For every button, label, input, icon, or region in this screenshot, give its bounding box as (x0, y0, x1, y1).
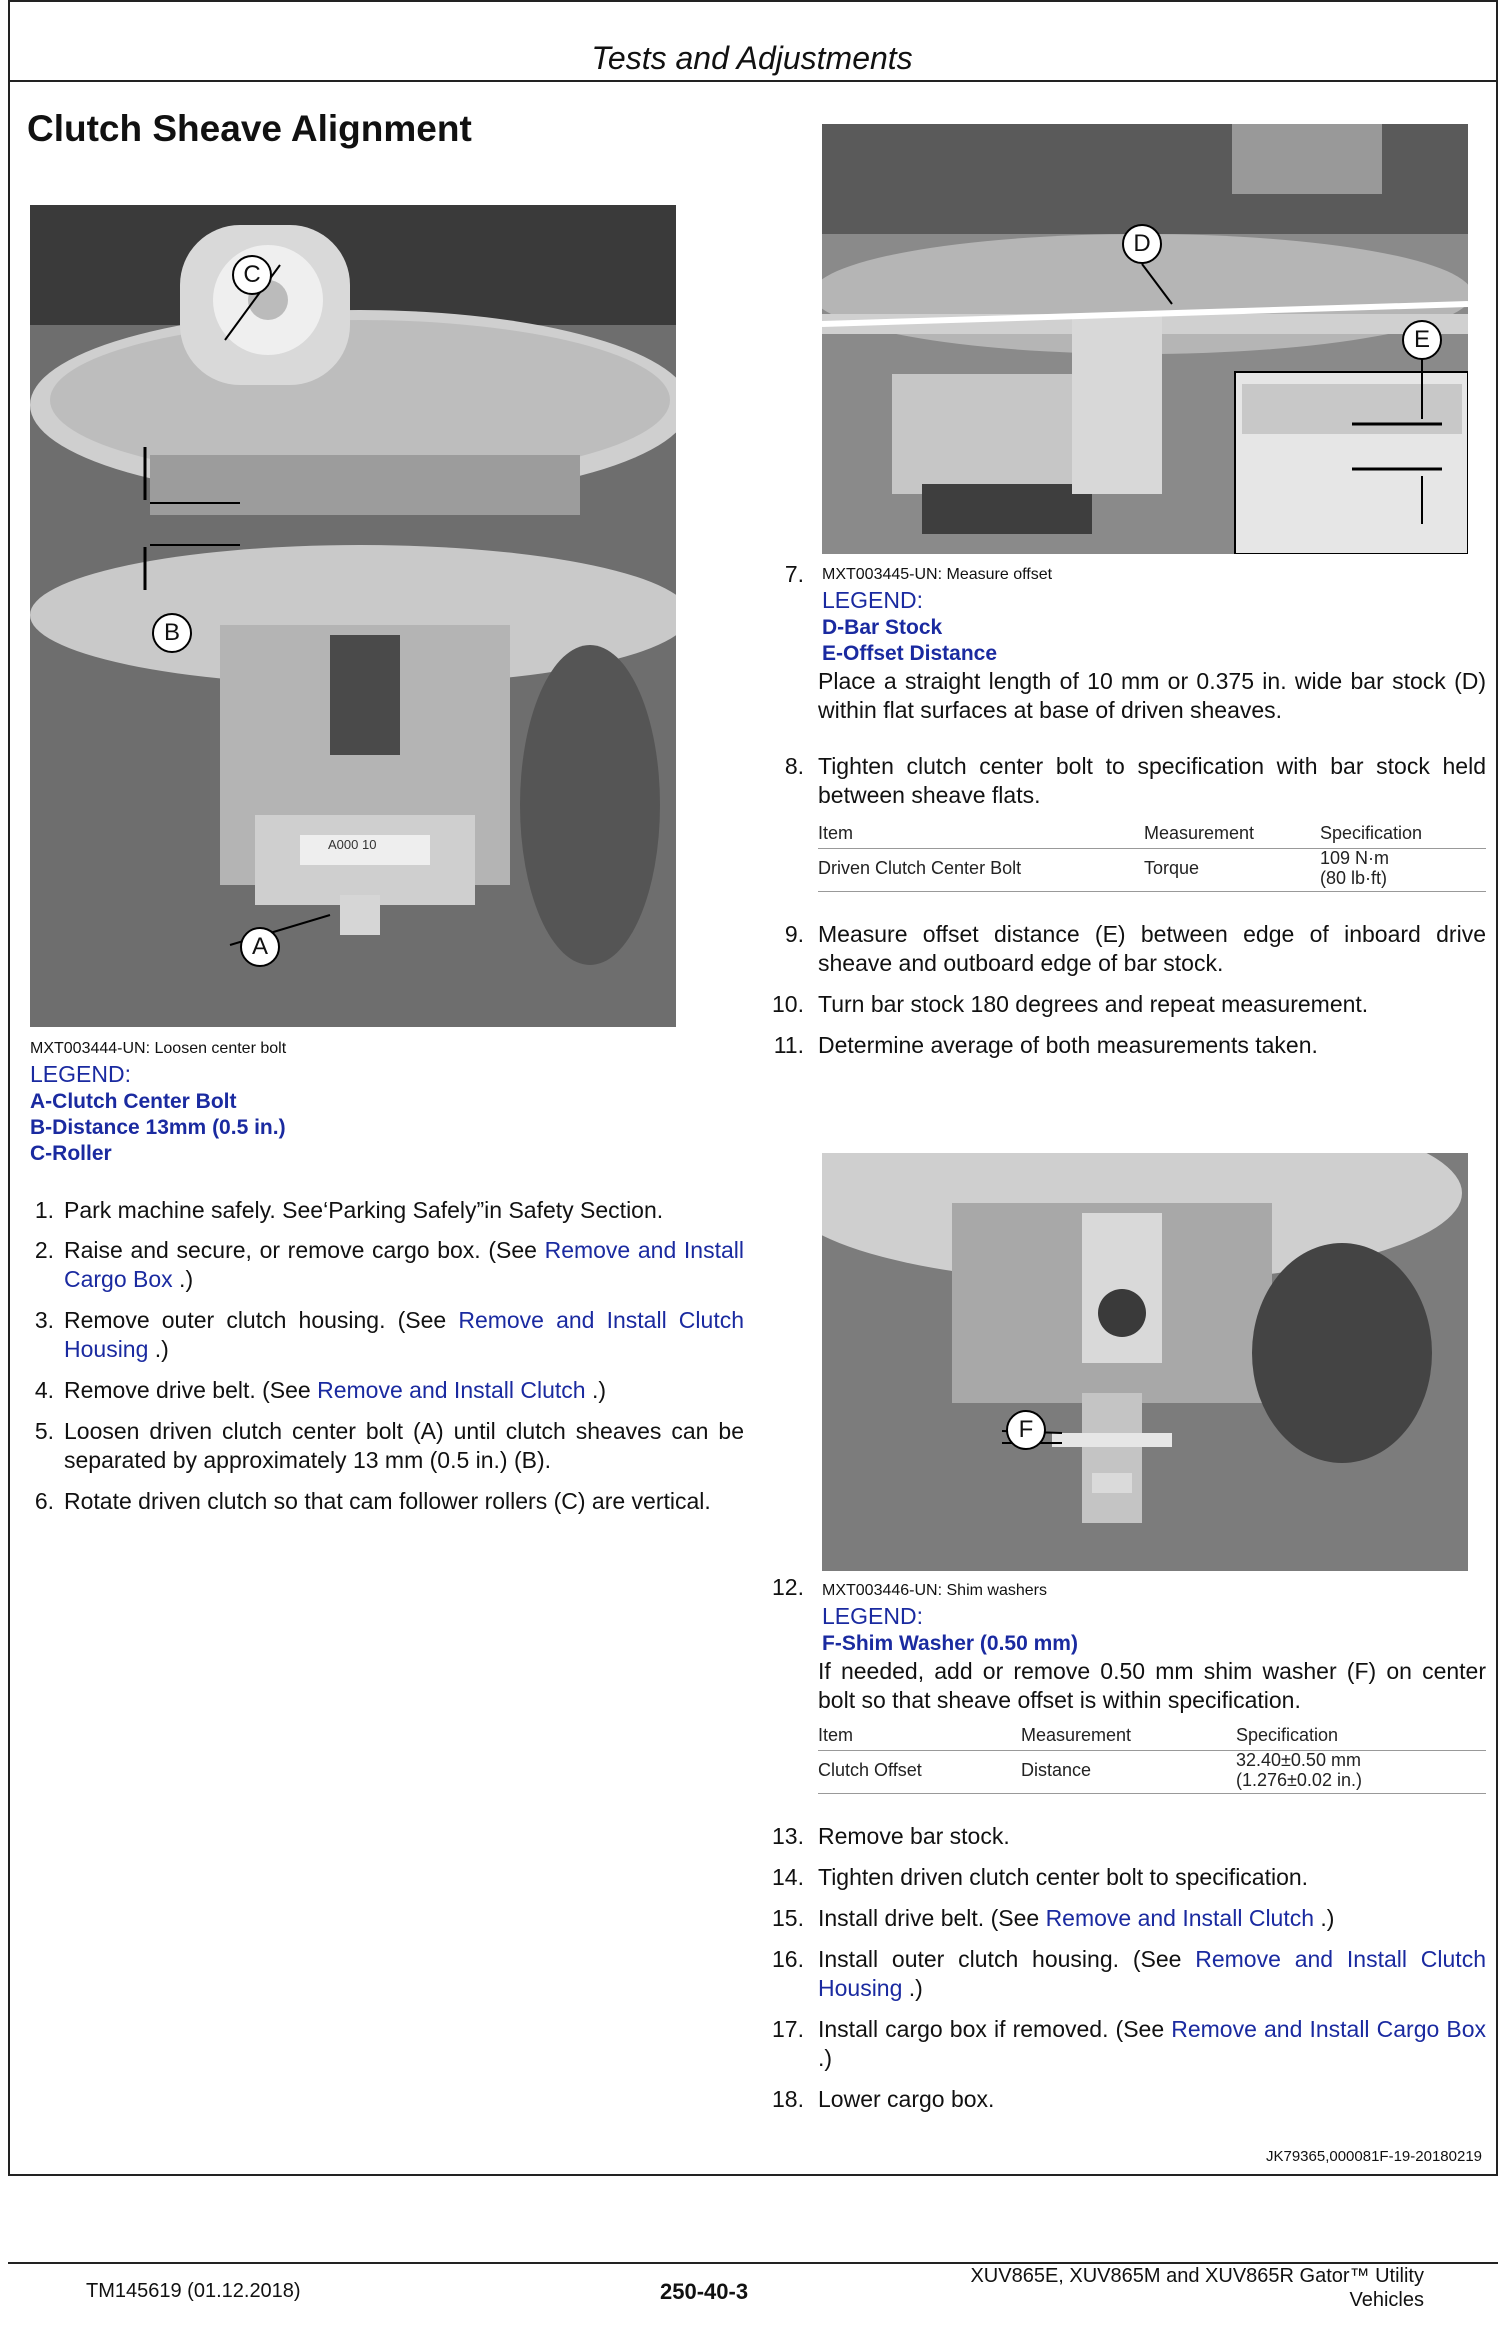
document-reference: JK79365,000081F-19-20180219 (1265, 2148, 1482, 2165)
section-title: Tests and Adjustments (591, 40, 913, 76)
legend-item-a: A-Clutch Center Bolt (30, 1090, 237, 1113)
table-header-measurement: Measurement (1021, 1725, 1132, 1745)
legend-item-d: D-Bar Stock (822, 616, 943, 639)
spec-table-offset (818, 1720, 1486, 1794)
step-10: 10. Turn bar stock 180 degrees and repeat measurement. (772, 991, 1369, 1017)
step-17: 17. Install cargo box if removed. (See Remove and Install Cargo Box .) (772, 2016, 1487, 2071)
step-4: 4. Remove drive belt. (See Remove and Install Clutch .) (34, 1377, 607, 1403)
link-remove-install-clutch-housing[interactable]: Remove and Install Clutch Housing (64, 1307, 744, 1362)
table-header-item: Item (818, 823, 854, 843)
figure-3-legend-label: LEGEND: (822, 1603, 923, 1629)
link-remove-install-clutch[interactable]: Remove and Install Clutch (317, 1377, 586, 1403)
table-cell-spec-imperial: (80 lb·ft) (1320, 868, 1388, 888)
table-header-specification: Specification (1236, 1725, 1339, 1745)
footer-manual-id: TM145619 (01.12.2018) (86, 2280, 301, 2302)
table-cell-item: Driven Clutch Center Bolt (818, 858, 1022, 878)
table-cell-spec-metric: 109 N·m (1320, 848, 1390, 868)
figure-2-caption: MXT003445-UN: Measure offset (822, 566, 1053, 583)
page-title: Clutch Sheave Alignment (27, 108, 472, 149)
step-5: 5. Loosen driven clutch center bolt (A) until clutch sheaves can be separated by approximately 13 mm (0.5 in.) (B). (34, 1418, 744, 1473)
step-2: 2. Raise and secure, or remove cargo box. (See Remove and Install Cargo Box .) (34, 1237, 744, 1292)
step-11: 11. Determine average of both measurements taken. (773, 1032, 1318, 1058)
step-16: 16. Install outer clutch housing. (See Remove and Install Clutch Housing .) (772, 1946, 1486, 2001)
link-remove-install-clutch[interactable]: Remove and Install Clutch (1045, 1905, 1315, 1931)
link-remove-install-cargo-box[interactable]: Remove and Install Cargo Box (1171, 2016, 1487, 2042)
footer-product-line-2: Vehicles (1349, 2289, 1424, 2311)
legend-item-e: E-Offset Distance (822, 642, 998, 665)
footer-product (970, 2264, 1424, 2312)
footer-product-line-1: XUV865E, XUV865M and XUV865R Gator™ Utility (970, 2265, 1424, 2287)
table-header-item: Item (818, 1725, 854, 1745)
callout-d: D (1122, 224, 1162, 264)
step-7-number: 7. (784, 561, 804, 587)
footer-page-number: 250-40-3 (660, 2279, 749, 2304)
table-cell-spec-imperial: (1.276±0.02 in.) (1236, 1770, 1362, 1790)
step-13: 13. Remove bar stock. (772, 1823, 1010, 1849)
callout-c: C (232, 255, 272, 295)
table-cell-measurement: Distance (1021, 1760, 1092, 1780)
step-15: 15. Install drive belt. (See Remove and Install Clutch .) (772, 1905, 1335, 1931)
figure-2-legend-label: LEGEND: (822, 587, 923, 613)
table-header-measurement: Measurement (1144, 823, 1255, 843)
step-8: 8. Tighten clutch center bolt to specification with bar stock held between sheave flats. (784, 753, 1486, 808)
link-remove-install-cargo-box[interactable]: Remove and Install Cargo Box (64, 1237, 744, 1292)
callout-b: B (152, 613, 192, 653)
step-18: 18. Lower cargo box. (772, 2086, 995, 2112)
figure-3-caption: MXT003446-UN: Shim washers (822, 1582, 1047, 1599)
table-header-specification: Specification (1320, 823, 1423, 843)
step-12-text: If needed, add or remove 0.50 mm shim washer (F) on center bolt so that sheave offset is within specification. (818, 1658, 1486, 1713)
part-label: A000 10 (328, 837, 377, 852)
table-cell-item: Clutch Offset (818, 1760, 922, 1780)
figure-1-caption: MXT003444-UN: Loosen center bolt (30, 1040, 287, 1057)
link-remove-install-clutch-housing[interactable]: Remove and Install Clutch Housing (818, 1946, 1486, 2001)
step-14: 14. Tighten driven clutch center bolt to specification. (772, 1864, 1309, 1890)
callout-a: A (240, 927, 280, 967)
callout-f: F (1006, 1410, 1046, 1450)
table-cell-measurement: Torque (1144, 858, 1200, 878)
legend-item-f: F-Shim Washer (0.50 mm) (822, 1632, 1078, 1655)
step-7-text: Place a straight length of 10 mm or 0.375 in. wide bar stock (D) within flat surfaces at base of driven sheaves. (818, 668, 1486, 723)
table-cell-spec-metric: 32.40±0.50 mm (1236, 1750, 1361, 1770)
step-12-number: 12. (772, 1574, 804, 1600)
spec-table-torque (818, 818, 1486, 892)
callout-e: E (1402, 320, 1442, 360)
legend-item-b: B-Distance 13mm (0.5 in.) (30, 1116, 286, 1139)
step-9: 9. Measure offset distance (E) between edge of inboard drive sheave and outboard edge of bar stock. (784, 921, 1486, 976)
figure-1-legend-label: LEGEND: (30, 1061, 131, 1087)
figure-2-photo (822, 124, 1468, 554)
header-rule (8, 80, 1498, 82)
step-3: 3. Remove outer clutch housing. (See Remove and Install Clutch Housing .) (34, 1307, 744, 1362)
figure-1-photo (30, 205, 676, 1027)
step-6: 6. Rotate driven clutch so that cam follower rollers (C) are vertical. (34, 1488, 711, 1514)
figure-3-photo (822, 1153, 1468, 1571)
legend-item-c: C-Roller (30, 1142, 112, 1165)
step-1: 1. Park machine safely. See‘Parking Safely”in Safety Section. (34, 1197, 664, 1223)
